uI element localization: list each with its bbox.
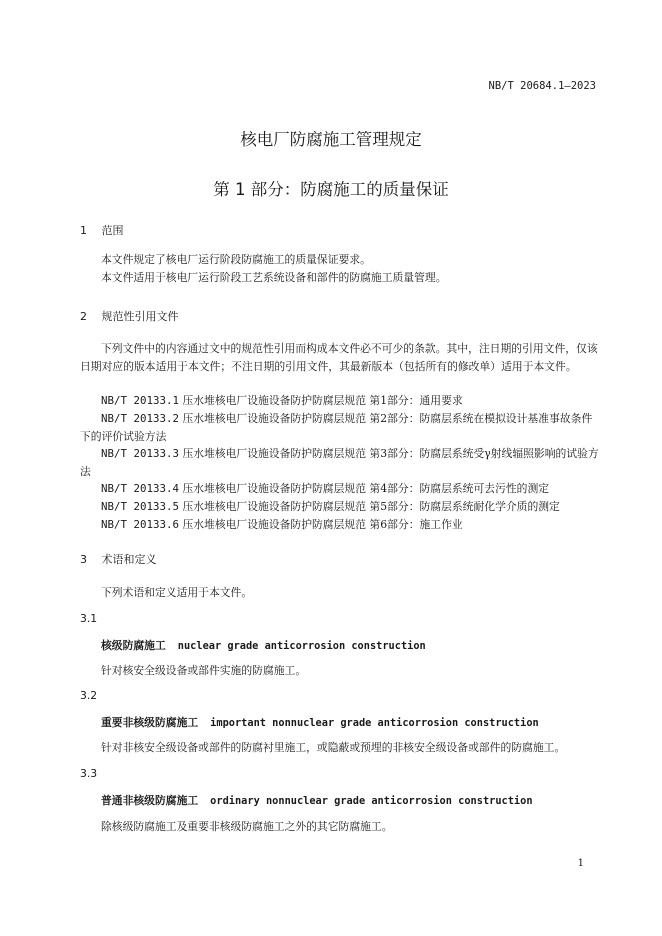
- document-subtitle: 第 1 部分：防腐施工的质量保证: [213, 180, 449, 199]
- reference-title: 压水堆核电厂设施设备防护防腐层规范 第1部分：通用要求: [182, 394, 463, 407]
- section-1-heading: [80, 222, 124, 238]
- section-number: 2: [80, 310, 87, 323]
- reference-item: [80, 445, 600, 481]
- reference-title: 压水堆核电厂设施设备防护防腐层规范 第2部分：防腐层系统在模拟设计基准事故条件下的评价试验方法: [80, 412, 593, 443]
- section-title: 范围: [101, 224, 124, 237]
- reference-title: 压水堆核电厂设施设备防护防腐层规范 第3部分：防腐层系统受γ射线辐照影响的试验方法: [80, 447, 599, 478]
- reference-item: [80, 480, 600, 498]
- scope-paragraph-2: 本文件适用于核电厂运行阶段工艺系统设备和部件的防腐施工质量管理。: [101, 271, 447, 284]
- document-code: NB/T 20684.1—2023: [488, 80, 596, 92]
- term-en: important nonnuclear grade anticorrosion construction: [210, 717, 539, 729]
- reference-item: [80, 392, 600, 410]
- section-3-heading: [80, 551, 157, 567]
- term-definition: 针对核安全级设备或部件实施的防腐施工。: [101, 664, 307, 677]
- reference-code: NB/T 20133.5: [101, 500, 180, 513]
- reference-title: 压水堆核电厂设施设备防护防腐层规范 第4部分：防腐层系统可去污性的测定: [182, 482, 550, 495]
- reference-code: NB/T 20133.4: [101, 482, 180, 495]
- clause-number: 3.2: [80, 689, 98, 702]
- scope-paragraph-1: 本文件规定了核电厂运行阶段防腐施工的质量保证要求。: [101, 253, 371, 266]
- term-en: nuclear grade anticorrosion construction: [177, 640, 426, 652]
- term-zh: 普通非核级防腐施工: [101, 794, 199, 807]
- term-zh: 核级防腐施工: [101, 639, 166, 652]
- reference-title: 压水堆核电厂设施设备防护防腐层规范 第5部分：防腐层系统耐化学介质的测定: [182, 500, 560, 513]
- term-definition: 除核级防腐施工及重要非核级防腐施工之外的其它防腐施工。: [101, 820, 393, 833]
- term-entry: [101, 638, 426, 653]
- reference-code: NB/T 20133.1: [101, 394, 180, 407]
- section-title: 术语和定义: [101, 553, 157, 566]
- reference-title: 压水堆核电厂设施设备防护防腐层规范 第6部分：施工作业: [182, 518, 463, 531]
- reference-item: [80, 410, 600, 446]
- term-zh: 重要非核级防腐施工: [101, 716, 199, 729]
- reference-item: [80, 516, 600, 534]
- term-definition: 针对非核安全级设备或部件的防腐衬里施工，或隐蔽或预埋的非核安全级设备或部件的防腐施工。: [101, 741, 566, 754]
- section-number: 3: [80, 553, 87, 566]
- page-number: 1: [577, 858, 584, 869]
- references-intro: 下列文件中的内容通过文中的规范性引用而构成本文件必不可少的条款。其中，注日期的引用文件，仅该日期对应的版本适用于本文件；不注日期的引用文件，其最新版本（包括所有的修改单）适用于本文件。: [80, 342, 598, 373]
- terms-intro: 下列术语和定义适用于本文件。: [101, 586, 253, 599]
- term-entry: [101, 793, 533, 808]
- reference-code: NB/T 20133.2: [101, 412, 180, 425]
- section-title: 规范性引用文件: [101, 310, 179, 323]
- term-en: ordinary nonnuclear grade anticorrosion construction: [210, 795, 533, 807]
- term-entry: [101, 715, 539, 730]
- clause-number: 3.1: [80, 612, 98, 625]
- document-title: 核电厂防腐施工管理规定: [240, 130, 422, 149]
- reference-code: NB/T 20133.6: [101, 518, 180, 531]
- section-number: 1: [80, 224, 87, 237]
- clause-number: 3.3: [80, 767, 98, 780]
- reference-code: NB/T 20133.3: [101, 447, 180, 460]
- reference-item: [80, 498, 600, 516]
- section-2-heading: [80, 308, 179, 324]
